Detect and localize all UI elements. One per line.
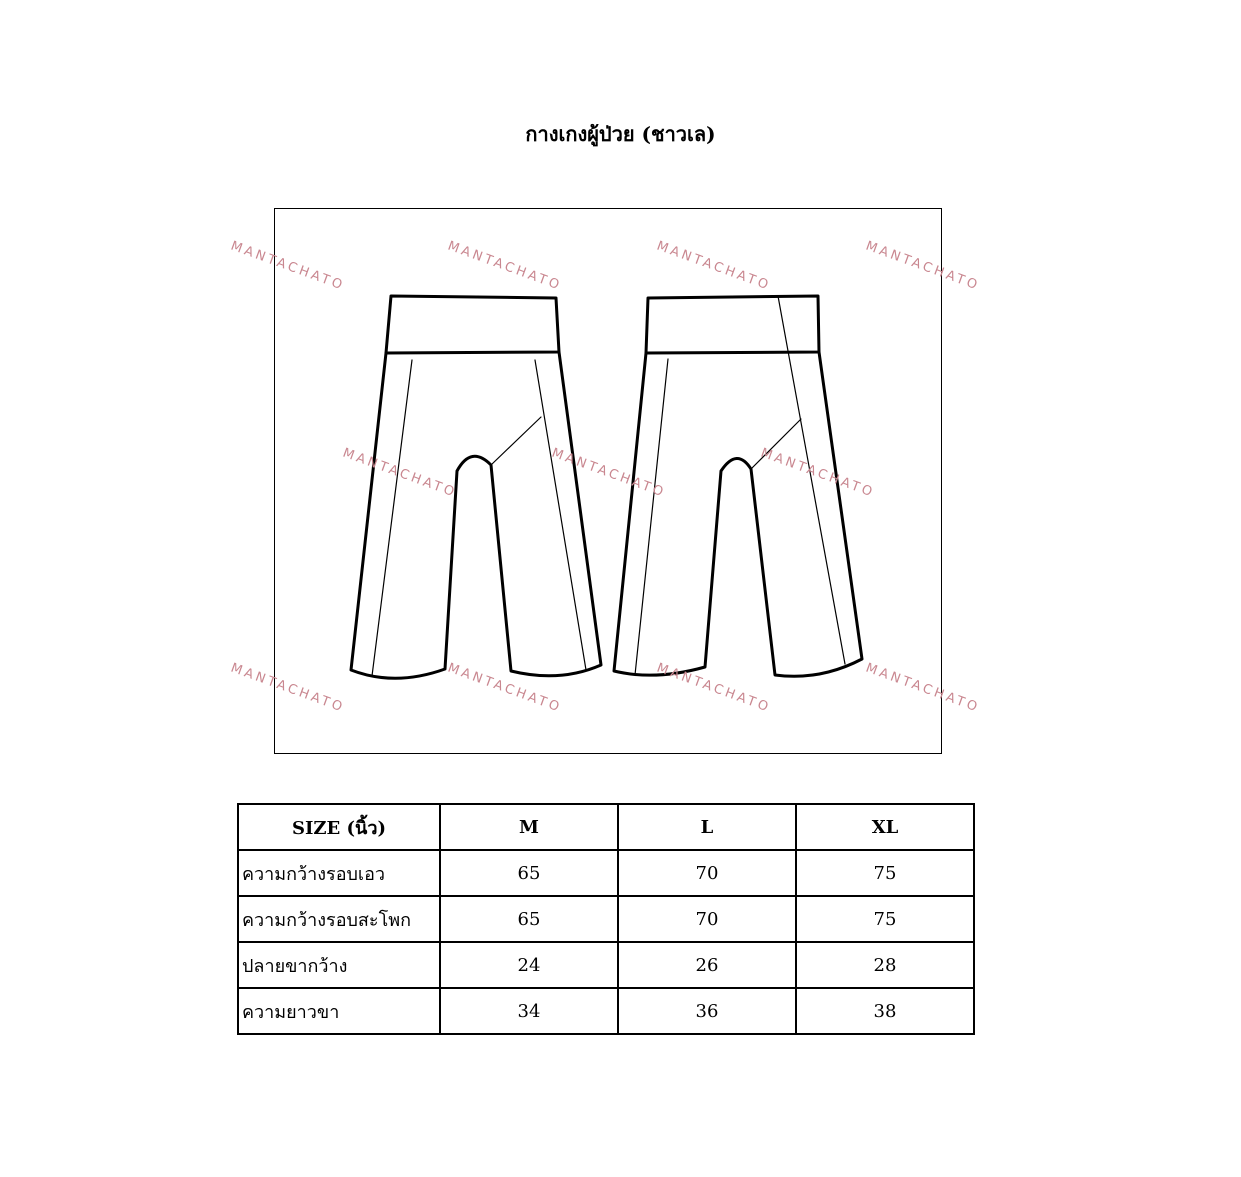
cell-value: 65 — [440, 896, 618, 942]
pants-back-waistband — [646, 296, 819, 353]
cell-value: 70 — [618, 850, 796, 896]
pants-front-waistband — [386, 296, 559, 353]
watermark-group — [229, 239, 982, 716]
watermark: MANTACHATO — [758, 445, 877, 501]
table-row — [238, 988, 974, 1034]
watermark: MANTACHATO — [549, 445, 668, 501]
pants-front-seam-right — [535, 360, 586, 670]
header-size-l: L — [618, 804, 796, 850]
page-title: กางเกงผู้ป่วย (ชาวเล) — [525, 122, 716, 146]
cell-value: 38 — [796, 988, 974, 1034]
cell-value: 75 — [796, 850, 974, 896]
cell-value: 36 — [618, 988, 796, 1034]
row-label: ความกว้างรอบสะโพก — [238, 896, 440, 942]
pants-illustration — [228, 209, 982, 753]
pants-front-drawing — [351, 296, 601, 678]
watermark: MANTACHATO — [228, 660, 347, 716]
table-row — [238, 850, 974, 896]
cell-value: 28 — [796, 942, 974, 988]
watermark: MANTACHATO — [654, 238, 773, 294]
header-size-m: M — [440, 804, 618, 850]
cell-value: 26 — [618, 942, 796, 988]
pants-diagram — [228, 208, 982, 754]
table-row — [238, 896, 974, 942]
watermark: MANTACHATO — [863, 660, 982, 716]
header-size-unit: SIZE (นิ้ว) — [238, 804, 440, 850]
watermark: MANTACHATO — [863, 238, 982, 294]
row-label: ปลายขากว้าง — [238, 942, 440, 988]
cell-value: 70 — [618, 896, 796, 942]
watermark: MANTACHATO — [340, 445, 459, 501]
watermark: MANTACHATO — [654, 660, 773, 716]
watermark: MANTACHATO — [445, 238, 564, 294]
watermark: MANTACHATO — [445, 660, 564, 716]
size-chart-table — [237, 803, 975, 1035]
header-size-xl: XL — [796, 804, 974, 850]
pants-front-seam-left — [372, 360, 412, 676]
row-label: ความยาวขา — [238, 988, 440, 1034]
cell-value: 75 — [796, 896, 974, 942]
table-header-row — [238, 804, 974, 850]
cell-value: 24 — [440, 942, 618, 988]
pants-front-outline — [351, 352, 601, 678]
row-label: ความกว้างรอบเอว — [238, 850, 440, 896]
cell-value: 34 — [440, 988, 618, 1034]
watermark: MANTACHATO — [228, 238, 347, 294]
cell-value: 65 — [440, 850, 618, 896]
table-row — [238, 942, 974, 988]
pants-front-crotch-line — [491, 417, 541, 465]
